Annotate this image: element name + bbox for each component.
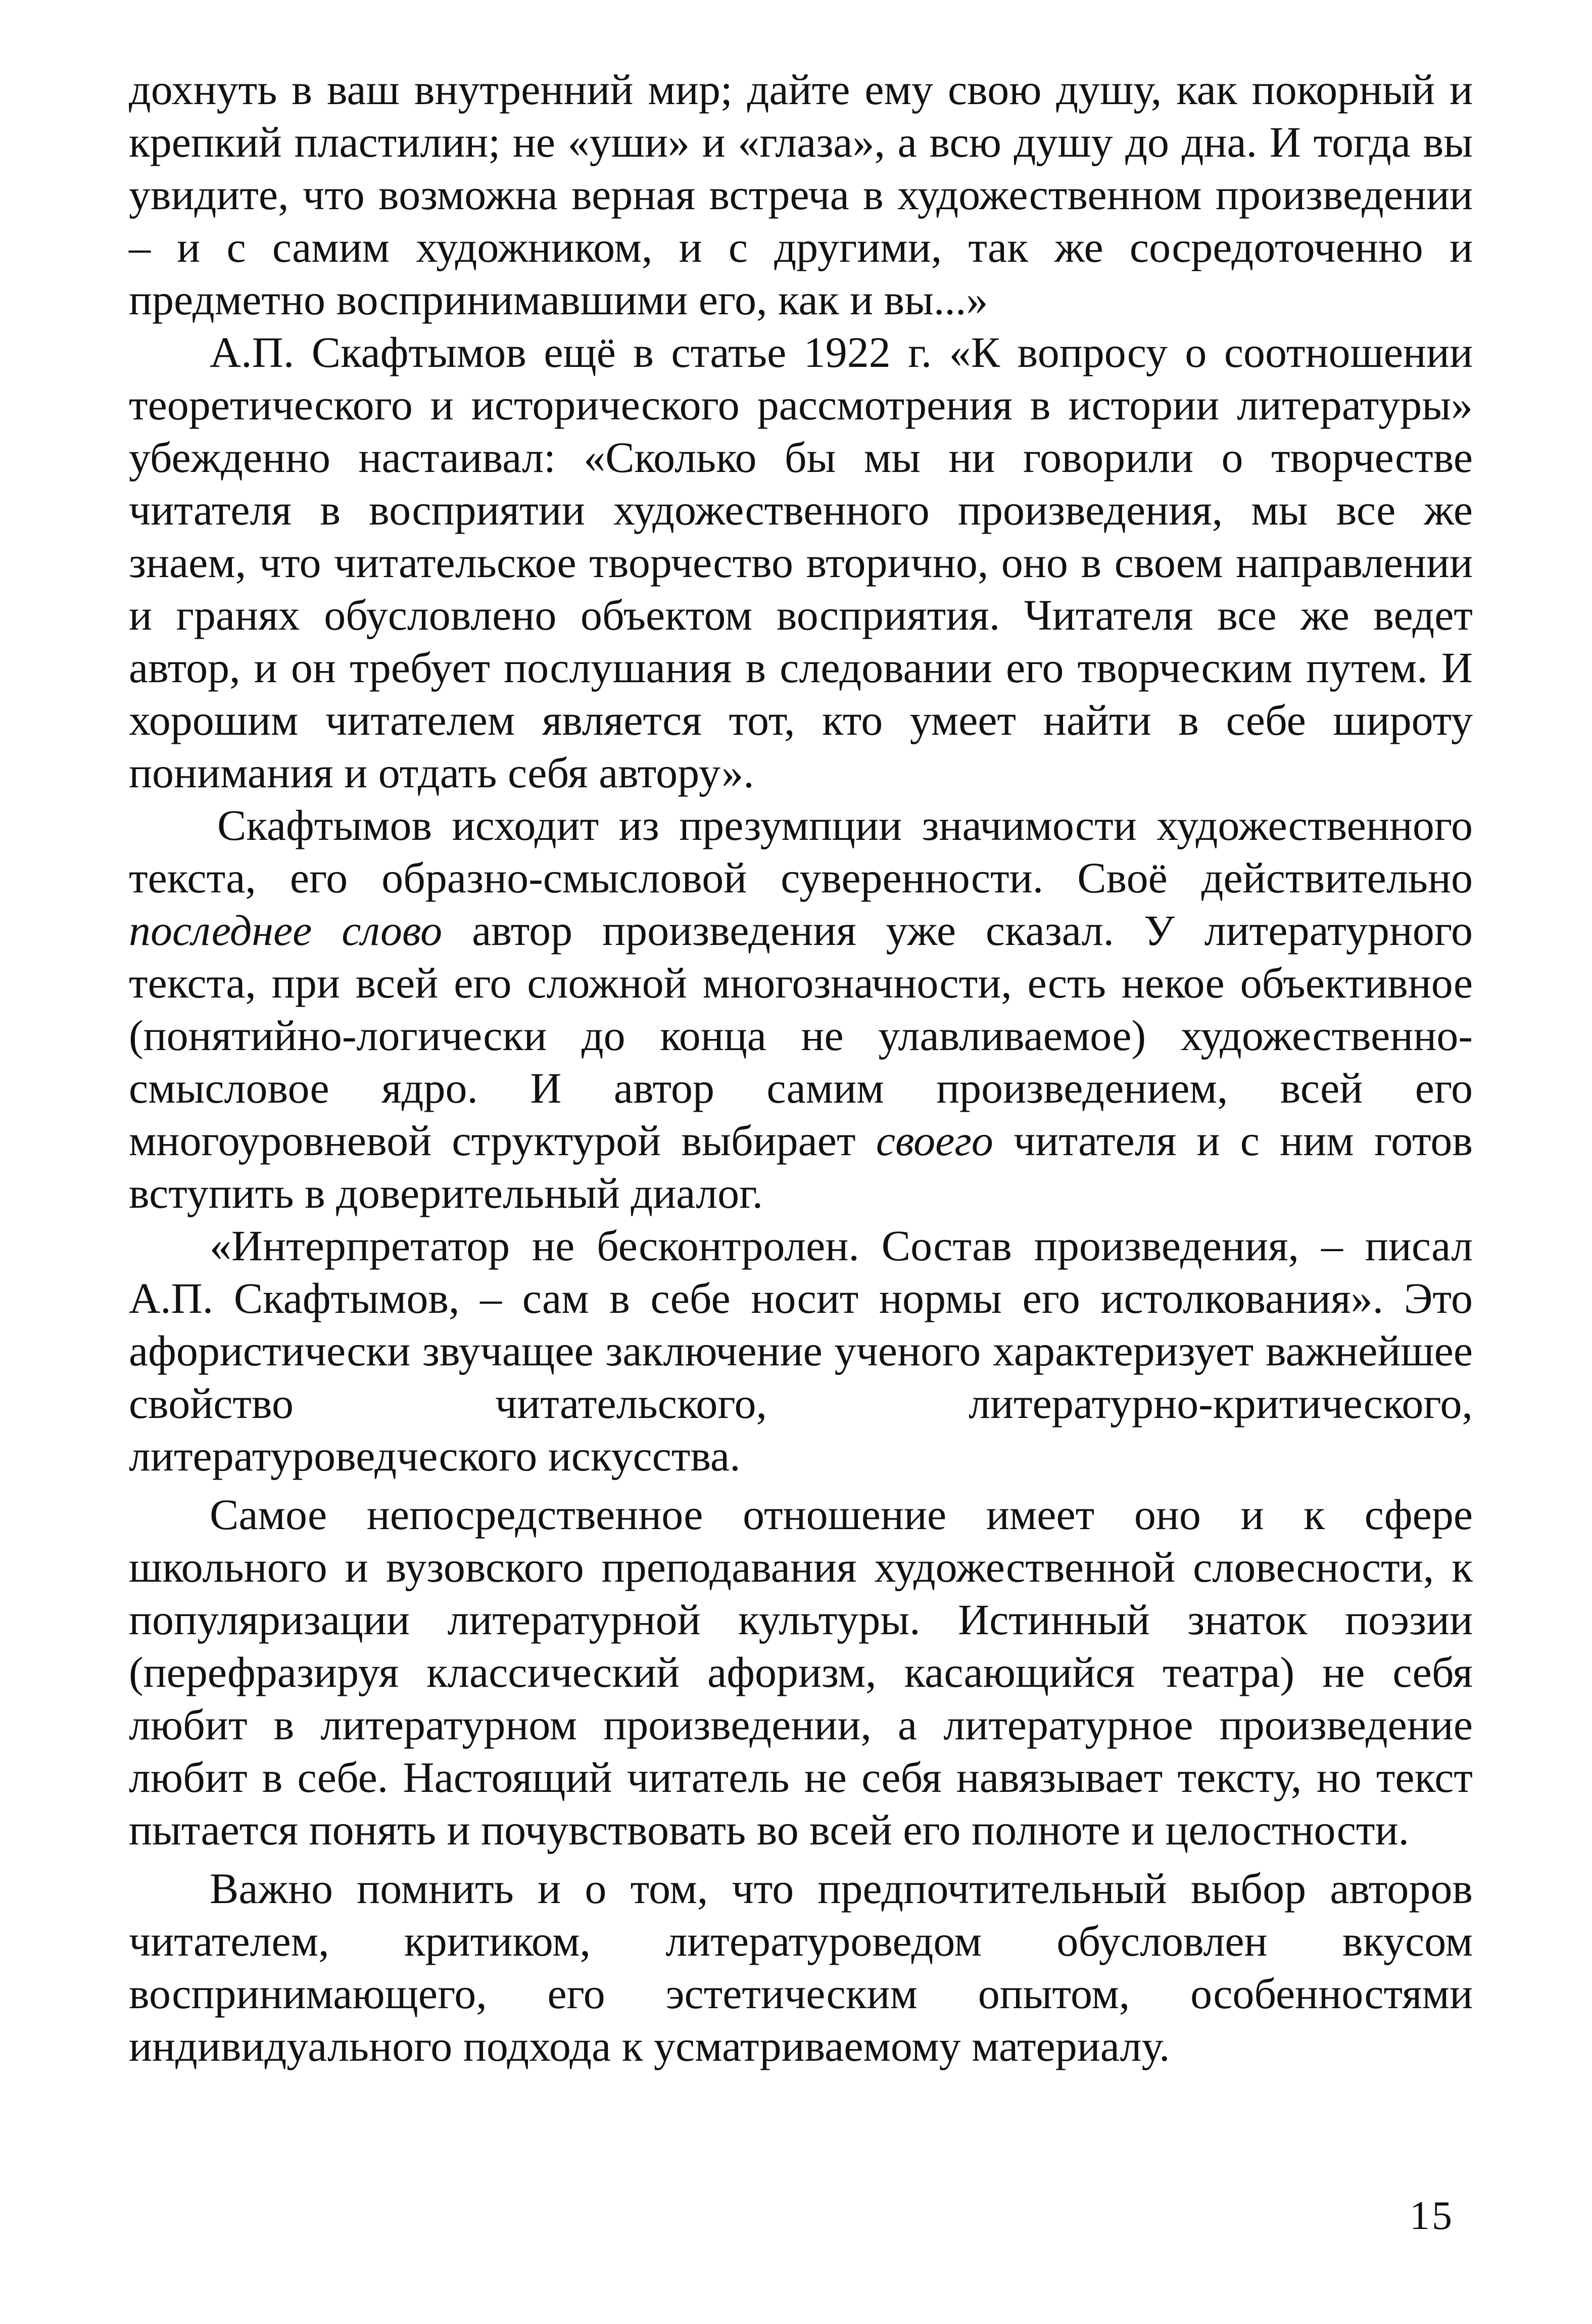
paragraph-skaftymov-1922 [129,326,1473,799]
paragraph-interpreter-quote [129,1219,1473,1482]
paragraph-choice-of-authors [129,1862,1473,2072]
paragraph-presumption [129,799,1473,1219]
body-text [129,63,1473,2072]
text-run: Самое непосредственное отношение имеет оно и к сфере школьного и вузовского преподавания художественной словесности, к популяризации литературной культуры. Истинный знаток поэзии (перефразируя классический афоризм, касающийся театра) не себя любит в литературном произведении, а литературное произведение любит в себе. Настоящий читатель не себя навязывает тексту, но текст пытается понять и почувствовать во всей его полноте и целостности. [129,1490,1473,1854]
text-run: «Интерпретатор не бесконтролен. Состав произведения, – писал А.П. Скафтымов, – сам в себе носит нормы его истолкования». Это афористически звучащее заключение ученого характеризует важнейшее свойство читательского, литературно-критического, литературоведческого искусства. [129,1221,1473,1480]
paragraph-continued [129,63,1473,326]
page-number: 15 [1410,2194,1454,2238]
text-run: дохнуть в ваш внутренний мир; дайте ему свою душу, как покорный и крепкий пластилин; не «уши» и «глаза», а всю душу до дна. И тогда вы увидите, что возможна верная встреча в художественном произведении – и с самим художником, и с другими, так же сосредоточенно и предметно воспринимавшими его, как и вы...» [129,65,1473,324]
text-run: автор произведения уже сказал. У литературного текста, при всей его сложной многозначности, есть некое объективное (понятийно-логически до конца не улавливаемое) художественно-смысловое ядро. И автор самим произведением, всей его многоуровневой структурой выбирает [129,906,1473,1165]
text-run: А.П. Скафтымов ещё в статье 1922 г. «К вопросу о соотношении теоретического и исторического рассмотрения в истории литературы» убежденно настаивал: «Сколько бы мы ни говорили о творчестве читателя в восприятии художественного произведения, мы все же знаем, что читательское творчество вторично, оно в своем направлении и гранях обусловлено объектом восприятия. Читателя все же ведет автор, и он требует послушания в следовании его творческим путем. И хорошим читателем является тот, кто умеет найти в себе широту понимания и отдать себя автору». [129,328,1473,797]
italic-text-run: последнее слово [129,906,443,955]
text-run: Скафтымов исходит из презумпции значимости художественного текста, его образно-смысловой суверенности. Своё действительно [129,801,1473,902]
paragraph-teaching [129,1488,1473,1856]
text-run: читателя и с ним готов вступить в доверительный диалог. [129,1116,1473,1217]
text-run: Важно помнить и о том, что предпочтительный выбор авторов читателем, критиком, литературоведом обусловлен вкусом воспринимающего, его эстетическим опытом, особенностями индивидуального подхода к усматриваемому материалу. [129,1864,1473,2070]
italic-text-run: своего [876,1116,993,1165]
